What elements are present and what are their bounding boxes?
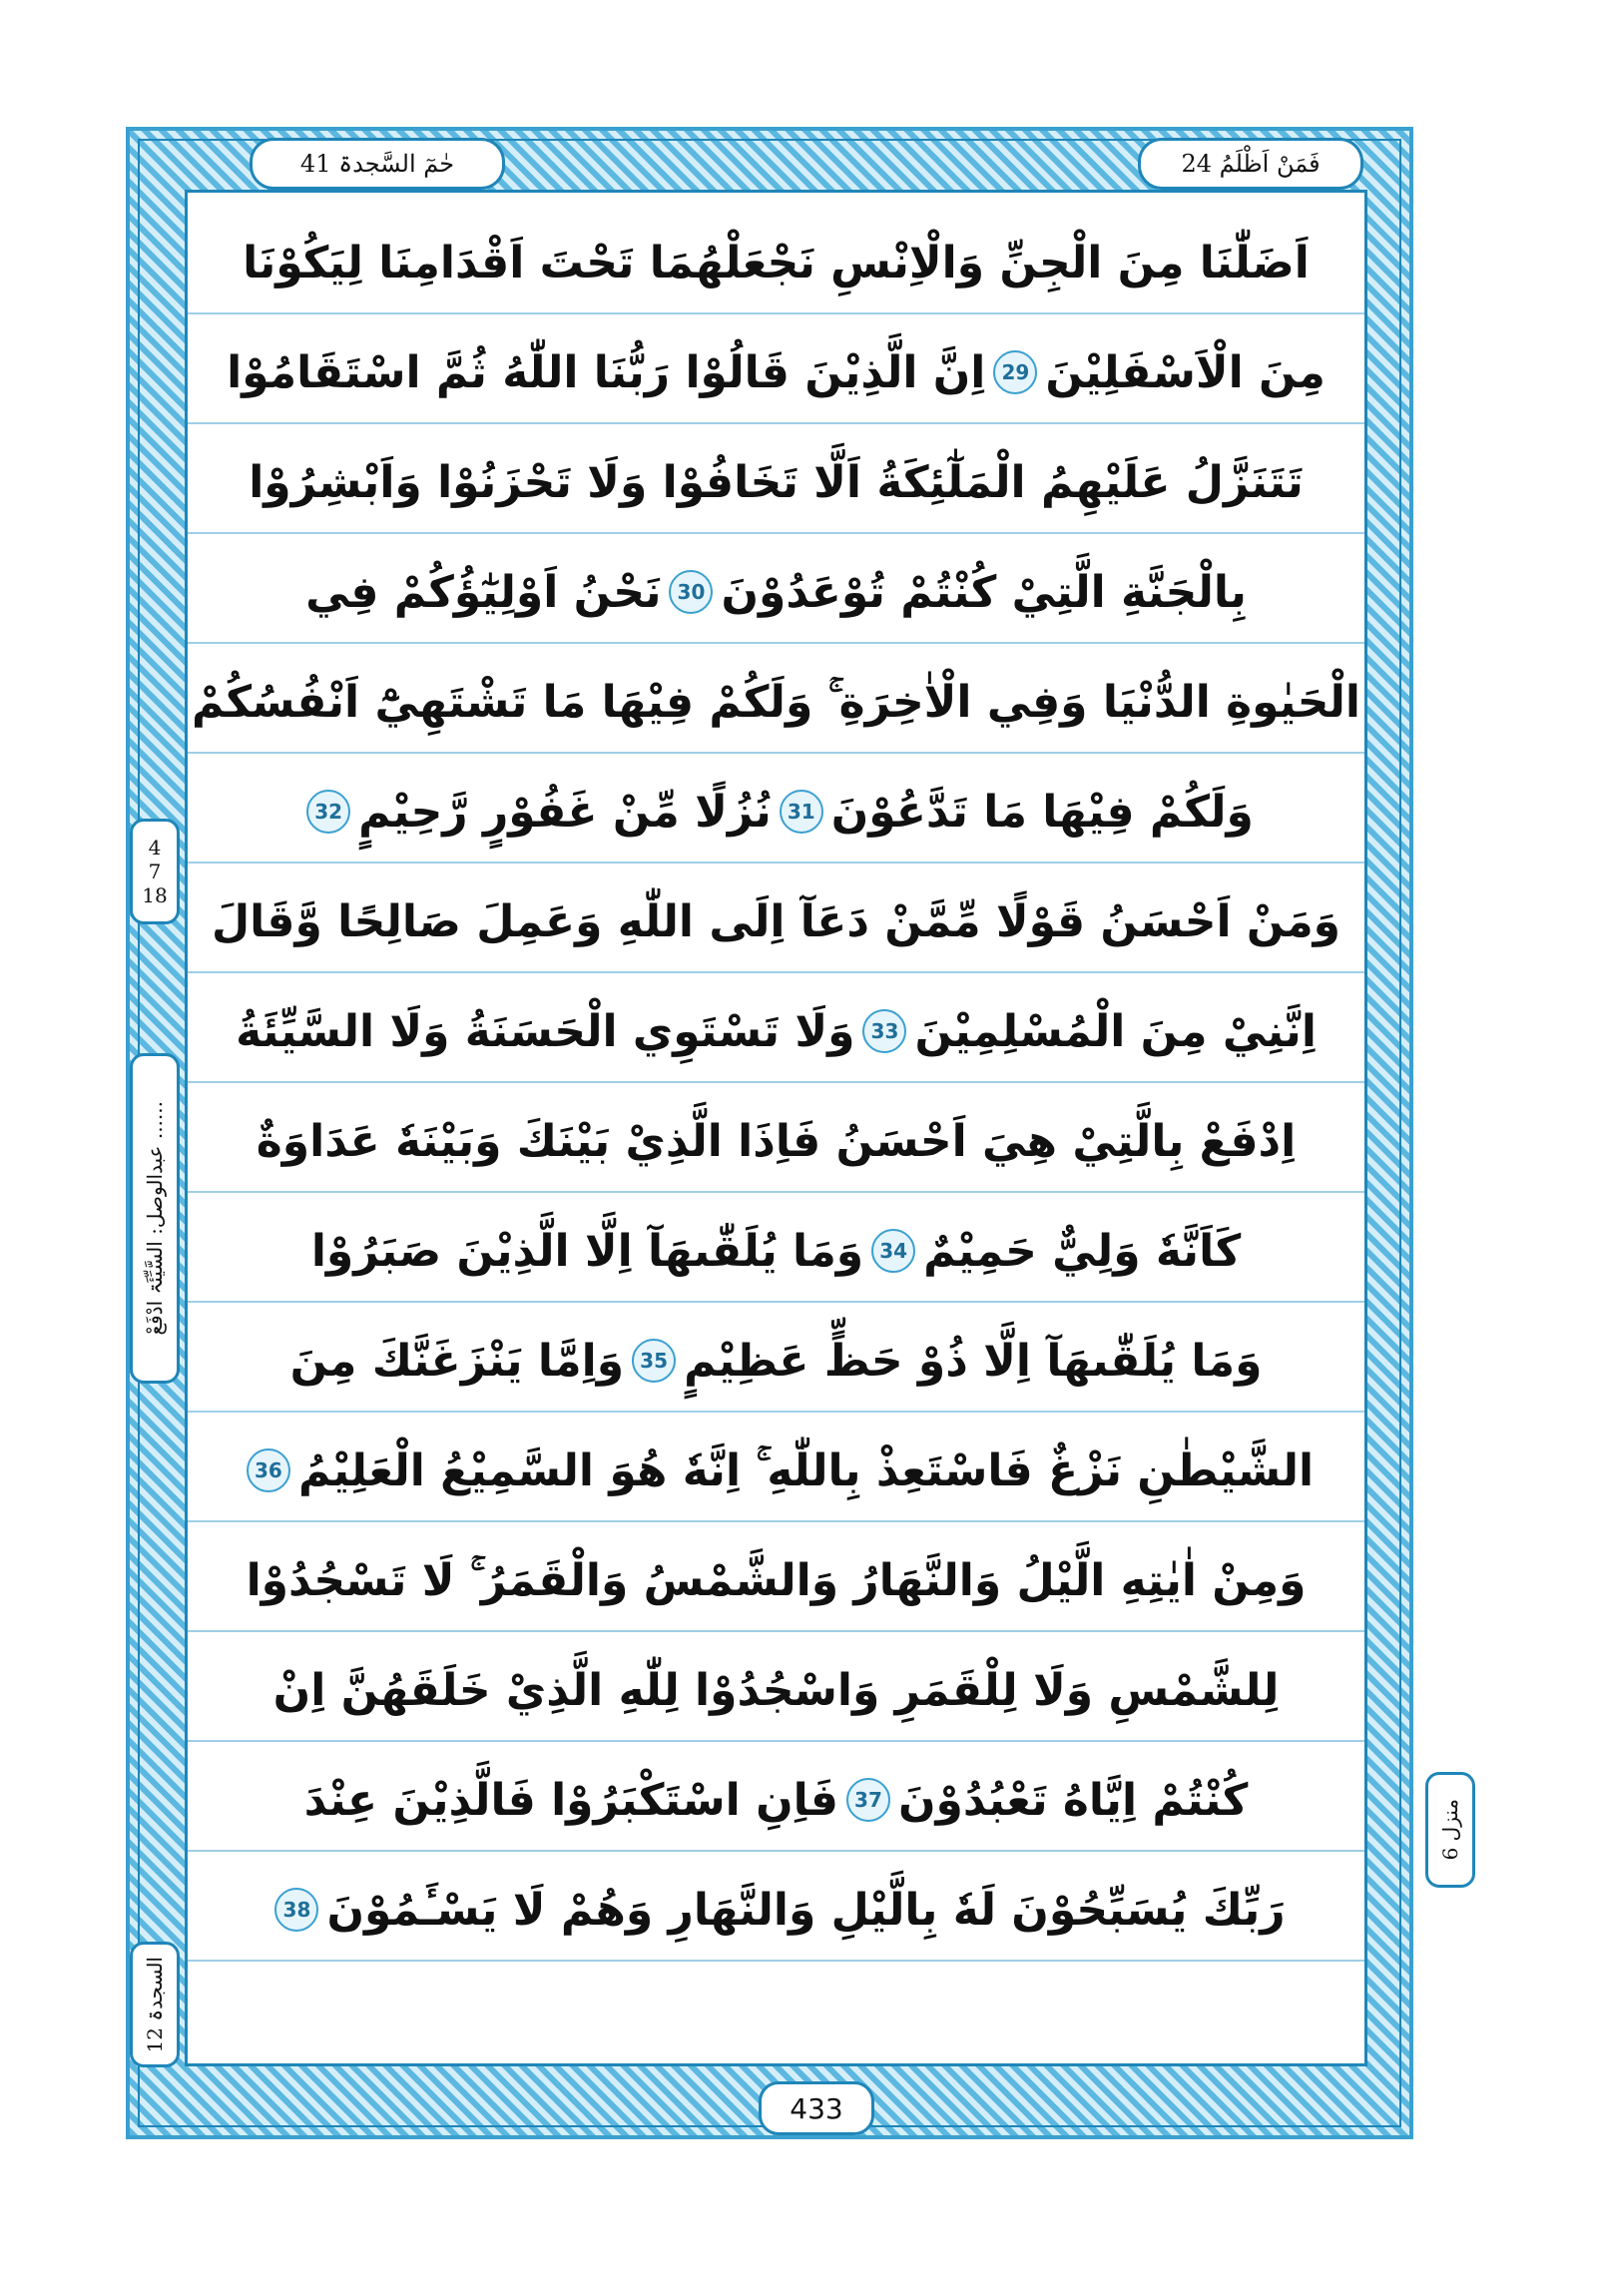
sajda-marker xyxy=(130,1942,180,2067)
line-text: اَضَلّٰنَا مِنَ الْجِنِّ وَالْاِنْسِ نَجْعَلْهُمَا تَحْتَ اَقْدَامِنَا لِيَكُوْنَا xyxy=(243,237,1310,288)
text-line xyxy=(188,1201,1364,1303)
juz-header xyxy=(1138,138,1363,190)
line-text: تَتَنَزَّلُ عَلَيْهِمُ الْمَلٰٓئِكَةُ اَلَّا تَخَافُوْا وَلَا تَحْزَنُوْا وَاَبْشِرُوْا xyxy=(249,456,1304,508)
line-text: الْحَيٰوةِ الدُّنْيَا وَفِي الْاٰخِرَةِ ۚ وَلَكُمْ فِيْهَا مَا تَشْتَهِيْٓ اَنْفُسُكُمْ xyxy=(192,676,1361,728)
page-number xyxy=(759,2081,874,2135)
text-line xyxy=(188,322,1364,424)
text-panel xyxy=(185,190,1367,2066)
text-line xyxy=(188,1091,1364,1193)
line-text: رَبِّكَ يُسَبِّحُوْنَ لَهٗ بِالَّيْلِ وَالنَّهَارِ وَهُمْ لَا يَسْـَٔمُوْنَ xyxy=(326,1884,1286,1936)
text-line xyxy=(188,432,1364,534)
text-line xyxy=(188,981,1364,1083)
verse-number-marker: 38 xyxy=(274,1888,318,1932)
text-line xyxy=(188,1530,1364,1632)
line-text: وَمَا يُلَقّٰىهَآ اِلَّا الَّذِيْنَ صَبَرُوْا xyxy=(310,1225,864,1277)
text-line xyxy=(188,1640,1364,1742)
text-line xyxy=(188,871,1364,973)
line-text: وَمِنْ اٰيٰتِهِ الَّيْلُ وَالنَّهَارُ وَالشَّمْسُ وَالْقَمَرُ ۚ لَا تَسْجُدُوْا xyxy=(246,1554,1307,1606)
line-text: لِلشَّمْسِ وَلَا لِلْقَمَرِ وَاسْجُدُوْا لِلّٰهِ الَّذِيْ خَلَقَهُنَّ اِنْ xyxy=(272,1664,1280,1716)
waqf-note xyxy=(130,1053,180,1384)
manzil-marker xyxy=(1425,1772,1475,1888)
verse-number-marker: 33 xyxy=(862,1009,906,1053)
line-text: الشَّيْطٰنِ نَزْغٌ فَاسْتَعِذْ بِاللّٰهِ ۚ اِنَّهٗ هُوَ السَّمِيْعُ الْعَلِيْمُ xyxy=(297,1444,1315,1496)
juz-title: فَمَنْ اَظْلَمُ 24 xyxy=(1181,150,1321,178)
verse-number-marker: 36 xyxy=(247,1448,290,1492)
line-text: وَلَا تَسْتَوِي الْحَسَنَةُ وَلَا السَّيِّئَةُ xyxy=(236,1005,855,1057)
line-text: نُزُلًا مِّنْ غَفُوْرٍ رَّحِيْمٍ xyxy=(358,786,772,838)
verse-number-marker: 34 xyxy=(871,1229,915,1273)
text-line xyxy=(188,762,1364,863)
line-text: مِنَ الْاَسْفَلِيْنَ xyxy=(1045,346,1326,398)
line-text: وَلَكُمْ فِيْهَا مَا تَدَّعُوْنَ xyxy=(830,786,1254,838)
text-line xyxy=(188,542,1364,644)
page-number-text: 433 xyxy=(790,2091,843,2125)
text-line xyxy=(188,1860,1364,1962)
line-text: فَاِنِ اسْتَكْبَرُوْا فَالَّذِيْنَ عِنْدَ xyxy=(303,1774,838,1826)
line-text: كَاَنَّهٗ وَلِيٌّ حَمِيْمٌ xyxy=(923,1225,1242,1277)
waqf-note-text: عبدالوصل: السَّیِّئَۃ ادْفَعْ ...... xyxy=(143,1101,167,1336)
line-text: اِنَّ الَّذِيْنَ قَالُوْا رَبُّنَا اللّٰهُ ثُمَّ اسْتَقَامُوْا xyxy=(227,346,986,398)
verse-number-marker: 37 xyxy=(846,1778,890,1822)
ruku-count-mid: 7 xyxy=(148,860,162,883)
text-line xyxy=(188,1750,1364,1852)
ruku-marker xyxy=(130,819,180,924)
surah-title: حٰمٓ السَّجدۃ 41 xyxy=(299,150,455,178)
text-line xyxy=(188,213,1364,314)
verse-number-marker: 32 xyxy=(306,790,350,834)
text-line xyxy=(188,652,1364,754)
manzil-text: منزل 6 xyxy=(1438,1799,1462,1861)
line-text: وَاِمَّا يَنْزَغَنَّكَ مِنَ xyxy=(289,1335,625,1387)
ruku-count-top: 4 xyxy=(148,836,162,860)
text-line xyxy=(188,1311,1364,1413)
surah-header xyxy=(250,138,505,190)
verse-number-marker: 31 xyxy=(780,790,823,834)
verse-number-marker: 30 xyxy=(669,570,713,614)
ruku-count-bottom: 18 xyxy=(142,883,168,907)
verse-number-marker: 35 xyxy=(632,1339,676,1383)
line-text: بِالْجَنَّةِ الَّتِيْ كُنْتُمْ تُوْعَدُوْنَ xyxy=(721,566,1247,618)
line-text: وَمَا يُلَقّٰىهَآ اِلَّا ذُوْ حَظٍّ عَظِيْمٍ xyxy=(684,1335,1263,1387)
line-text: اِدْفَعْ بِالَّتِيْ هِيَ اَحْسَنُ فَاِذَا الَّذِيْ بَيْنَكَ وَبَيْنَهٗ عَدَاوَةٌ xyxy=(256,1115,1297,1167)
verse-number-marker: 29 xyxy=(993,350,1037,394)
line-text: وَمَنْ اَحْسَنُ قَوْلًا مِّمَّنْ دَعَآ اِلَى اللّٰهِ وَعَمِلَ صَالِحًا وَّقَالَ xyxy=(211,895,1341,947)
sajda-text: السجدۃ 12 xyxy=(143,1956,167,2053)
line-text: كُنْتُمْ اِيَّاهُ تَعْبُدُوْنَ xyxy=(897,1774,1249,1826)
line-text: اِنَّنِيْ مِنَ الْمُسْلِمِيْنَ xyxy=(914,1005,1317,1057)
line-text: نَحْنُ اَوْلِيٰٓؤُكُمْ فِي xyxy=(305,566,662,618)
text-line xyxy=(188,1421,1364,1522)
